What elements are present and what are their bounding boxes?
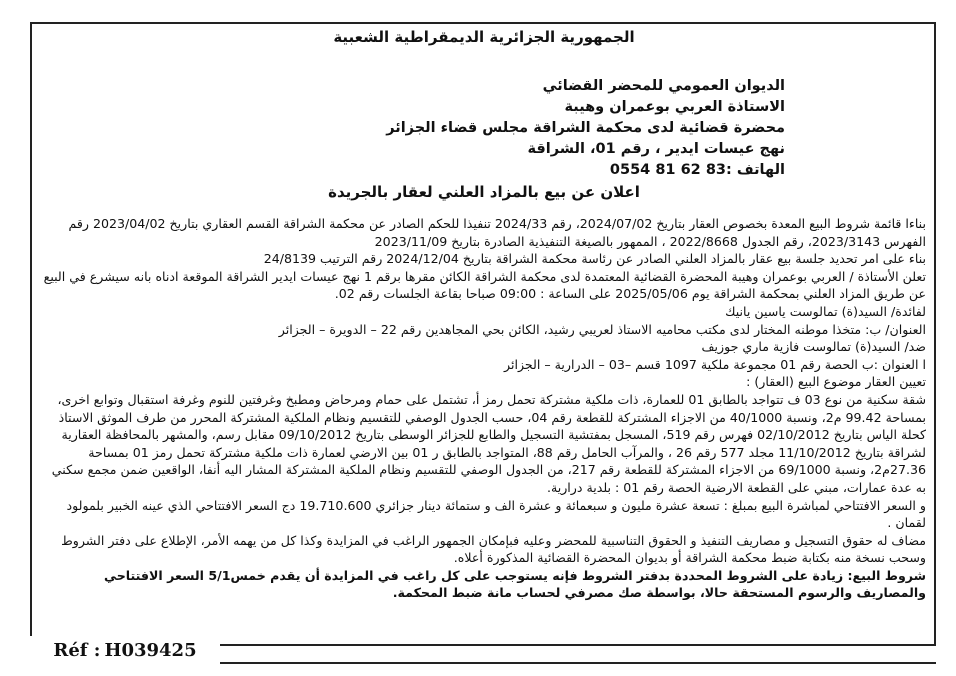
- reference-code: [30, 636, 220, 664]
- paragraph-announcement: تعلن الأستاذة / العربي بوعمران وهيبة المحضرة القضائية المعتمدة لدى محكمة الشراقة الكائن مقرها برقم 1 نهج عيسات ايدير الشراقة الموقعة ادناه بانه سيشرع في البيع عن طريق المزاد العلني بمحكمة الشراقة يوم 2025/05/06 على الساعة : 09:00 صباحا بقاعة الجلسات رقم 02.: [43, 268, 926, 302]
- paragraph-opening-price: و السعر الافتتاحي لمباشرة البيع بمبلغ : تسعة عشرة مليون و سبعمائة و عشرة الف و ستمائة دينار جزائري 19.710.600 دج السعر الافتتاحي الذي عينه الخبير بلمولود لقمان .: [66, 497, 926, 531]
- announcement-title: اعلان عن بيع بالمزاد العلني لعقار بالجريدة: [328, 183, 640, 201]
- paragraph-beneficiary-address: العنوان/ ب: متخذا موطنه المختار لدى مكتب محاميه الاستاذ لعريبي رشيد، الكائن بحي المجاهدين رقم 22 – الدويرة – الجزائر: [278, 321, 926, 337]
- reference-number: H039425: [104, 639, 197, 661]
- paragraph-session-order: بناء على امر تحديد جلسة بيع عقار بالمزاد العلني الصادر عن رئاسة محكمة الشراقة بتاريخ 2024/12/04 رقم الترتيب 24/8139: [263, 251, 926, 267]
- republic-heading: الجمهورية الجزائرية الديمقراطية الشعبية: [333, 28, 635, 46]
- announcement-document: [38, 22, 930, 602]
- bailiff-court: محضرة قضائية لدى محكمة الشراقة مجلس قضاء الجزائر: [386, 120, 785, 136]
- paragraph-defendant: ضد/ السيد(ة) تمالوست فازية ماري جوزيف: [701, 339, 926, 355]
- reference-label: Réf :: [53, 639, 101, 661]
- paragraph-property-description: شقة سكنية من نوع 03 ف تتواجد بالطابق 01 للعمارة، ذات ملكية مشتركة تحمل رمز أ، تشتمل على حمام ومرحاض ومطبخ وغرفتين للنوم وغرفة استقبال وتوابع اخرى، بمساحة 99.42 م2، ونسبة 40/1000 من الاجزاء المشتركة للقطعة رقم 04، حسب الجدول الوصفي للتقسيم ونظام الملكية المشتركة المحرر من طرف الموثق الاستاذ كحلة الياس بتاريخ 02/10/2012 فهرس رقم 519، المسجل بمفتشية التسجيل والطابع للجزائر الوسطى بتاريخ 09/10/2012 مقابل رسم، والمشهر بالمحافظة العقارية لشراقة بتاريخ 11/10/2012 مجلد 577 رقم 26 ، والمرآب الحامل رقم 88، المتواجد بالطابق ر 01 بين الارضي لعمارة ذات ملكية مشتركة تحمل رمز 01 بمساحة 27.36م2، ونسبة 69/1000 من الاجزاء المشتركة للقطعة رقم 217، من الجدول الوصفي للتقسيم ونظام الملكية المشتركة المشار اليه أنفا، الواقعين ضمن مجمع سكني به عدة عمارات، مبني على القطعة الارضية الحصة رقم 01 : بلدية درارية.: [51, 391, 926, 495]
- paragraph-sale-conditions: شروط البيع: زيادة على الشروط المحددة بدفتر الشروط فإنه يستوجب على كل راغب في المزايدة أن يقدم خمس5/1 السعر الافتتاحي والمصاريف والرسوم المستحقة حالا، بواسطة صك مصرفي لحساب مانة ضبط المحكمة.: [103, 567, 926, 601]
- office-phone: الهاتف :83 62 81 0554: [609, 162, 785, 178]
- paragraph-defendant-address: ا العنوان :ب الحصة رقم 01 مجموعة ملكية 1097 قسم –03 – الدرارية – الجزائر: [504, 356, 926, 372]
- paragraph-property-heading: تعيين العقار موضوع البيع (العقار) :: [746, 374, 926, 390]
- announcement-body: [38, 215, 930, 602]
- office-header: [38, 76, 930, 181]
- paragraph-beneficiary: لفائدة/ السيد(ة) تمالوست ياسين يانيك: [725, 303, 926, 319]
- office-name: الديوان العمومي للمحضر القضائي: [542, 78, 785, 94]
- paragraph-conditions-list: بناءا قائمة شروط البيع المعدة بخصوص العقار بتاريخ 2024/07/02، رقم 2024/33 تنفيذا للحكم الصادر عن محكمة الشراقة القسم العقاري بتاريخ 2023/04/02 رقم الفهرس 2023/3143، رقم الجدول 2022/8668 ، الممهور بالصيغة التنفيذية الصادرة بتاريخ 2023/11/09: [68, 216, 926, 249]
- bottom-divider: [220, 662, 936, 664]
- office-address: نهج عيسات ايدير ، رقم 01، الشراقة: [527, 141, 785, 157]
- bailiff-name: الاستاذة العربي بوعمران وهيبة: [564, 99, 785, 115]
- paragraph-fees: مضاف له حقوق التسجيل و مصاريف التنفيذ و الحقوق التناسبية للمحضر وعليه فبإمكان الجمهور الراغب في المزايدة وكذا كل من يهمه الأمر، الإطلاع على دفتر الشروط وسحب نسخة منه بكتابة ضبط محكمة الشراقة أو بديوان المحضرة القضائية المذكورة أعلاه.: [61, 532, 926, 566]
